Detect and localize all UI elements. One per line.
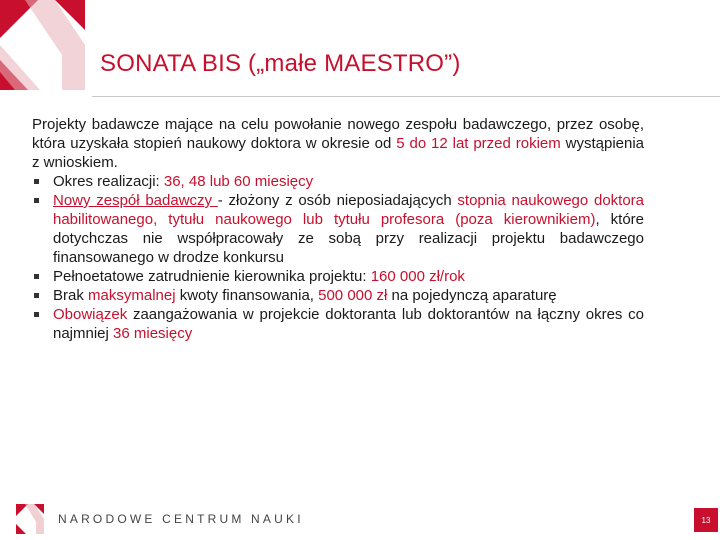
slide-title: SONATA BIS („małe MAESTRO”) (100, 50, 461, 77)
bullet-highlight: 160 000 zł/rok (370, 268, 465, 285)
bullet-highlight: 500 000 zł (318, 287, 388, 304)
ncn-logo-icon (16, 504, 46, 534)
bullet-highlight: Nowy zespół badawczy (53, 192, 218, 209)
bullet-text: kwoty finansowania, (175, 287, 319, 304)
bullet-highlight: 36, 48 lub 60 miesięcy (163, 173, 314, 190)
ncn-logo-mark (0, 0, 90, 90)
title-divider (92, 96, 720, 97)
intro-text-end: wystąpienia z wnioskiem. (32, 135, 645, 171)
bullet-text: , które dotychczas nie współpracowały ze sobą przy realizacji projektu badawczego finansowanego w drodze konkursu (53, 211, 644, 266)
bullet-obligation (32, 305, 644, 343)
footer-org-name: NARODOWE CENTRUM NAUKI (58, 512, 304, 526)
bullet-text: Okres realizacji: (53, 173, 164, 190)
bullet-highlight: maksymalnej (88, 287, 176, 304)
page-number-badge: 13 (694, 508, 718, 532)
bullet-text: Pełnoetatowe zatrudnienie kierownika projektu: (53, 268, 371, 285)
bullet-text: na pojedynczą aparaturę (387, 287, 557, 304)
bullet-duration (32, 172, 644, 191)
intro-highlight: 5 do 12 lat przed rokiem (396, 135, 561, 152)
bullet-highlight: stopnia naukowego doktora habilitowanego, tytułu naukowego lub tytułu profesora (poza kierownikiem) (53, 192, 645, 228)
bullet-square-icon (34, 274, 39, 279)
intro-text: Projekty badawcze mające na celu powołanie nowego zespołu badawczego, przez osobę, która uzyskała stopień naukowy doktora w okresie od (32, 116, 644, 152)
bullet-highlight: Obowiązek (53, 306, 128, 323)
bullet-employment (32, 267, 644, 286)
bullet-text: - złożony z osób nieposiadających (217, 192, 458, 209)
bullet-square-icon (34, 312, 39, 317)
bullet-text: Brak (53, 287, 89, 304)
bullet-text: zaangażowania w projekcie doktoranta lub doktorantów na łączny okres co najmniej (53, 306, 644, 342)
bullet-square-icon (34, 293, 39, 298)
bullet-square-icon (34, 198, 39, 203)
intro-paragraph (32, 115, 644, 172)
slide-content (32, 115, 644, 343)
bullet-new-team (32, 191, 644, 267)
bullet-highlight: 36 miesięcy (113, 325, 193, 342)
bullet-square-icon (34, 179, 39, 184)
bullet-funding (32, 286, 644, 305)
